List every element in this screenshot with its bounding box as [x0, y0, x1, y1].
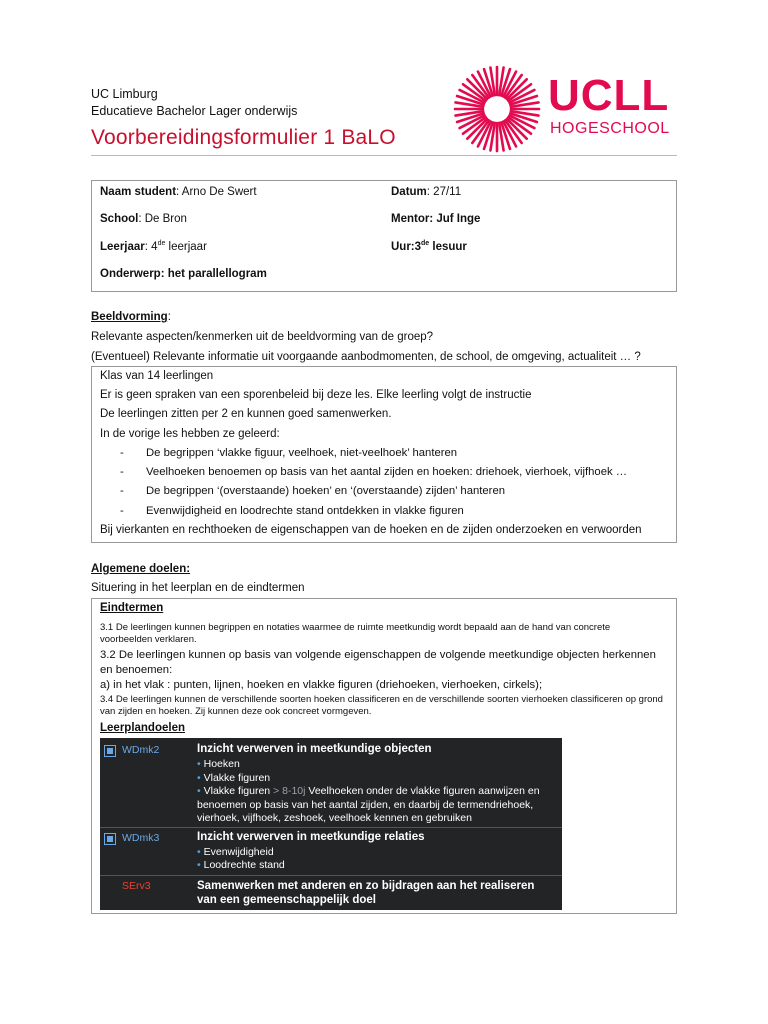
student-name-line [100, 186, 257, 198]
subject-line: Onderwerp: het parallellogram [100, 268, 267, 280]
curriculum-icon [104, 744, 116, 762]
list-item: Evenwijdigheid en loodrechte stand ontdekken in vlakke figuren [146, 505, 464, 517]
beeldvorming-box [91, 366, 677, 543]
goal-title: Inzicht verwerven in meetkundige objecten [197, 743, 432, 755]
goal-title: Samenwerken met anderen en zo bijdragen aan het realiseren van een gemeenschappelijk doel [197, 880, 535, 906]
eindterm-3-1: 3.1 De leerlingen kunnen begrippen en notaties waarmee de ruimte meetkundig wordt bepaald aan de hand van concrete voorbeelden verklaren. [100, 622, 611, 645]
student-label: Naam student [100, 186, 177, 198]
eindtermen-heading: Eindtermen [100, 602, 164, 614]
student-value: : Arno De Swert [176, 186, 257, 198]
school-value: : De Bron [138, 213, 187, 225]
goal-bullet: • Evenwijdigheid [197, 846, 274, 858]
list-item-dash: - [120, 447, 124, 459]
sunburst-icon [449, 64, 545, 154]
beeldvorming-colon: : [167, 311, 171, 323]
goal-code: WDmk3 [122, 832, 160, 844]
list-item: Veelhoeken benoemen op basis van het aantal zijden en hoeken: driehoek, vierhoek, vijfhoek … [146, 466, 628, 478]
grade-line [100, 240, 207, 253]
goal-title: Inzicht verwerven in meetkundige relaties [197, 831, 425, 843]
list-item-dash: - [120, 485, 124, 497]
goal-bullet: • Loodrechte stand [197, 859, 285, 871]
previous-lesson-line: In de vorige les hebben ze geleerd: [100, 428, 280, 440]
school-label: School [100, 213, 139, 225]
leerplandoelen-heading: Leerplandoelen [100, 722, 185, 734]
goal-bullet-text: Vlakke figuren [203, 772, 271, 784]
beeldvorming-question-2: (Eventueel) Relevante informatie uit voorgaande aanbodmomenten, de school, de omgeving, actualiteit … ? [91, 351, 641, 363]
header-divider [91, 155, 677, 156]
pairs-line: De leerlingen zitten per 2 en kunnen goed samenwerken. [100, 408, 392, 420]
closing-line: Bij vierkanten en rechthoeken de eigenschappen van de hoeken en de zijden onderzoeken en verwoorden [100, 524, 642, 536]
list-item-dash: - [120, 466, 124, 478]
doelen-box [91, 598, 677, 914]
logo-brand: UCLL [548, 71, 670, 120]
eindterm-3-2-a: a) in het vlak : punten, lijnen, hoeken en vlakke figuren (driehoeken, vierhoeken, cirkels); [100, 679, 543, 691]
eindterm-3-4: 3.4 De leerlingen kunnen de verschillende soorten hoeken classificeren en de verschillende soorten vierhoeken classificeren op grond van zijden en hoeken. Zij kunnen deze ook concreet vormgeven. [100, 694, 663, 717]
hour-suffix: lesuur [429, 240, 467, 253]
class-size-line: Klas van 14 leerlingen [100, 370, 214, 382]
logo-subtitle: HOGESCHOOL [550, 120, 670, 137]
algemene-doelen-heading: Algemene doelen: [91, 563, 191, 575]
date-line [391, 186, 461, 198]
goal-bullet: • Vlakke figuren [197, 772, 271, 784]
student-info-box [91, 180, 677, 292]
hour-sup: de [421, 240, 430, 247]
mentor-line: Mentor: Juf Inge [391, 213, 481, 225]
grade-sup: de [157, 240, 166, 247]
goal-divider [100, 827, 562, 828]
goal-bullet: • Hoeken [197, 758, 240, 770]
goal-bullet-text: Evenwijdigheid [203, 846, 274, 858]
hour-line [391, 240, 467, 253]
situering-line: Situering in het leerplan en de eindtermen [91, 582, 305, 594]
institution-name: UC Limburg [91, 87, 158, 101]
date-label: Datum [391, 186, 427, 198]
goal-bullet-text: Loodrechte stand [203, 859, 285, 871]
goal-bullet-text: Vlakke figuren [203, 785, 271, 797]
goal-code: WDmk2 [122, 744, 160, 756]
curriculum-icon [104, 832, 116, 850]
program-name: Educatieve Bachelor Lager onderwijs [91, 104, 298, 118]
list-item-dash: - [120, 505, 124, 517]
goal-bullet-detail: • Vlakke figuren > 8-10j Veelhoeken onder de vlakke figuren aanwijzen en benoemen op basis van het aantal zijden, en daarbij de termendriehoek, vierhoek, vijfhoek, zeshoek, veelhoek kennen en gebruiken [197, 785, 540, 824]
goal-detail-text: Veelhoeken onder de vlakke figuren aanwijzen en benoemen op basis van het aantal zijden, en daarbij de termendriehoek, vierhoek, vijfhoek, zeshoek, veelhoek kennen en gebruiken [197, 785, 540, 824]
eindterm-3-2: 3.2 De leerlingen kunnen op basis van volgende eigenschappen de volgende meetkundige objecten herkennen en benoemen: [100, 649, 656, 676]
list-item: De begrippen ‘vlakke figuur, veelhoek, niet-veelhoek’ hanteren [146, 447, 458, 459]
beeldvorming-heading [91, 310, 171, 324]
beeldvorming-title: Beeldvorming [91, 311, 168, 323]
goal-age-ref: > 8-10j [273, 785, 306, 797]
goal-divider [100, 875, 562, 876]
leerplandoelen-panel [100, 738, 562, 910]
grade-value: : 4 [144, 240, 158, 253]
date-value: : 27/11 [426, 186, 462, 198]
goal-code: SErv3 [122, 880, 151, 892]
goal-bullet-text: Hoeken [203, 758, 240, 770]
ucll-logo [449, 64, 679, 154]
page-title: Voorbereidingsformulier 1 BaLO [91, 126, 396, 149]
list-item: De begrippen ‘(overstaande) hoeken’ en ‘(overstaande) zijden’ hanteren [146, 485, 506, 497]
policy-line: Er is geen spraken van een sporenbeleid bij deze les. Elke leerling volgt de instructie [100, 389, 532, 401]
hour-value: Uur:3 [391, 240, 422, 253]
school-line [100, 213, 187, 225]
grade-suffix: leerjaar [165, 240, 207, 253]
beeldvorming-question-1: Relevante aspecten/kenmerken uit de beeldvorming van de groep? [91, 331, 434, 343]
grade-label: Leerjaar [100, 240, 145, 253]
